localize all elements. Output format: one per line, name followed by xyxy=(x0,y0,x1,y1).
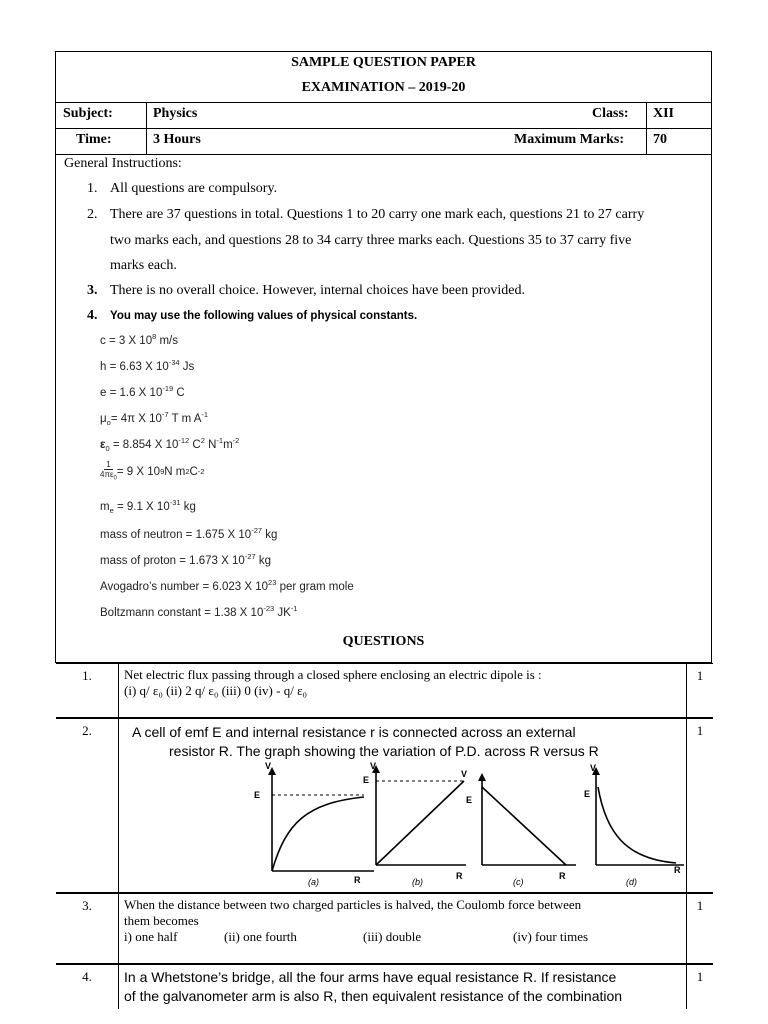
divider xyxy=(56,154,711,155)
instructions-heading: General Instructions: xyxy=(64,156,182,171)
questions-heading: QUESTIONS xyxy=(342,634,425,649)
constant-e: e = 1.6 X $10^{-19}$ C xyxy=(100,384,185,399)
instruction-number: 1. xyxy=(87,181,98,196)
question-marks: 1 xyxy=(696,898,704,913)
constant-proton: mass of proton = 1.673 X $10^{-27}$ kg xyxy=(100,552,271,567)
question-line: resistor R. The graph showing the variation of P.D. across R versus R xyxy=(169,743,599,759)
question-line: A cell of emf E and internal resistance r is connected across an external xyxy=(132,724,576,740)
divider xyxy=(56,102,711,103)
divider xyxy=(118,894,119,963)
divider xyxy=(118,719,119,892)
constant-avogadro: Avogadro’s number = 6.023 X $10^{23}$ per gram mole xyxy=(100,578,354,593)
instruction-line: All questions are compulsory. xyxy=(110,181,278,196)
max-marks-label: Maximum Marks: xyxy=(514,132,625,147)
graph-caption: (b) xyxy=(412,877,423,887)
graph-caption: (a) xyxy=(308,877,319,887)
y-axis-label: V xyxy=(370,761,377,771)
option: (iv) four times xyxy=(513,929,589,944)
question-text xyxy=(124,667,681,699)
constant-me: $m_e = 9.1$ X $10^{-31}$ kg xyxy=(100,498,196,516)
question-text xyxy=(124,897,681,945)
question-row xyxy=(56,663,713,718)
divider xyxy=(146,102,147,154)
divider xyxy=(118,965,119,1009)
constant-eps0: $\varepsilon_0 = 8.854$ X $10^{-12}$ $C^2$ $N^{-1}m^{-2}$ xyxy=(100,436,240,454)
constant-coulomb: $\frac{1}{4\pi\varepsilon_0}$ = 9 X 10 9 N m 2 C -2 xyxy=(100,460,205,482)
question-marks: 1 xyxy=(696,969,704,984)
e-label: E xyxy=(254,790,261,800)
question-number: 4. xyxy=(82,969,92,984)
subject-label: Subject: xyxy=(63,106,113,121)
e-label: E xyxy=(466,795,473,805)
instruction-item xyxy=(110,278,525,304)
instruction-line: There is no overall choice. However, internal choices have been provided. xyxy=(110,283,525,298)
y-axis-label: V xyxy=(461,769,468,779)
divider xyxy=(118,664,119,717)
question-line: them becomes xyxy=(124,913,199,928)
instruction-number: 3. xyxy=(87,283,98,298)
time-value: 3 Hours xyxy=(153,132,201,147)
instruction-number: 2. xyxy=(87,207,98,222)
option: i) one half xyxy=(124,929,178,944)
question-options xyxy=(124,929,681,945)
constant-neutron: mass of neutron = 1.675 X $10^{-27}$ kg xyxy=(100,526,278,541)
x-axis-label: R xyxy=(674,865,681,875)
question-line: In a Whetstone’s bridge, all the four arms have equal resistance R. If resistance xyxy=(124,969,617,985)
divider xyxy=(56,128,711,129)
question-number: 2. xyxy=(82,723,92,738)
instruction-line: marks each. xyxy=(110,258,177,273)
question-text xyxy=(124,723,681,761)
question-number: 3. xyxy=(82,898,92,913)
question-number: 1. xyxy=(82,668,92,683)
paper-header-box xyxy=(55,51,712,663)
question-line: of the galvanometer arm is also R, then equivalent resistance of the combination xyxy=(124,988,623,1004)
question-options: (i) q/ ε₀ (ii) 2 q/ ε₀ (iii) 0 (iv) - q/ ε₀ xyxy=(124,683,308,698)
x-axis-label: R xyxy=(559,871,566,881)
graph-caption: (d) xyxy=(626,877,637,887)
question-marks: 1 xyxy=(696,668,704,683)
question-row xyxy=(56,893,713,964)
divider xyxy=(646,102,647,154)
exam-title: EXAMINATION – 2019-20 xyxy=(301,80,466,95)
instruction-line: You may use the following values of physical constants. xyxy=(110,310,418,322)
class-value: XII xyxy=(653,106,675,121)
paper-title: SAMPLE QUESTION PAPER xyxy=(291,55,476,70)
e-label: E xyxy=(584,789,591,799)
constant-mu0: $\mu_o= 4\pi$ X $10^{-7}$ T m $A^{-1}$ xyxy=(100,410,209,428)
instruction-item xyxy=(110,176,277,202)
question-line: Net electric flux passing through a closed sphere enclosing an electric dipole is : xyxy=(124,667,542,682)
x-axis-label: R xyxy=(456,871,463,881)
question-row xyxy=(56,964,713,1009)
constant-boltzmann: Boltzmann constant = 1.38 X $10^{-23}$ $JK^{-1}$ xyxy=(100,604,298,619)
fraction: $\frac{1}{4\pi\varepsilon_0}$ xyxy=(100,460,117,482)
option: (ii) one fourth xyxy=(224,929,297,944)
class-label: Class: xyxy=(592,106,629,121)
graph-d xyxy=(584,763,684,887)
option: (iii) double xyxy=(363,929,422,944)
question-marks: 1 xyxy=(696,723,704,738)
time-label: Time: xyxy=(76,132,112,147)
x-axis-label: R xyxy=(354,875,361,885)
instruction-item xyxy=(110,304,417,330)
instruction-item xyxy=(110,202,710,279)
instruction-line: There are 37 questions in total. Questions 1 to 20 carry one mark each, questions 21 to 27 carry xyxy=(110,207,645,222)
y-axis-label: V xyxy=(265,761,272,771)
constant-h: h = 6.63 X $10^{-34}$ Js xyxy=(100,358,195,373)
constant-c: c = 3 X $10^8$ m/s xyxy=(100,332,179,347)
question-text xyxy=(124,968,681,1006)
graph-b xyxy=(363,761,466,887)
max-marks-value: 70 xyxy=(653,132,667,147)
graph-c xyxy=(461,769,576,887)
question-row xyxy=(56,718,713,893)
y-axis-label: V xyxy=(590,763,597,773)
question-line: When the distance between two charged particles is halved, the Coulomb force between xyxy=(124,897,582,912)
subject-value: Physics xyxy=(153,106,198,121)
e-label: E xyxy=(363,775,370,785)
graph-a xyxy=(254,761,377,887)
instruction-line: two marks each, and questions 28 to 34 carry three marks each. Questions 35 to 37 carry five xyxy=(110,232,632,248)
instruction-number: 4. xyxy=(87,308,98,323)
vr-graphs-figure xyxy=(256,763,696,887)
graph-caption: (c) xyxy=(513,877,524,887)
